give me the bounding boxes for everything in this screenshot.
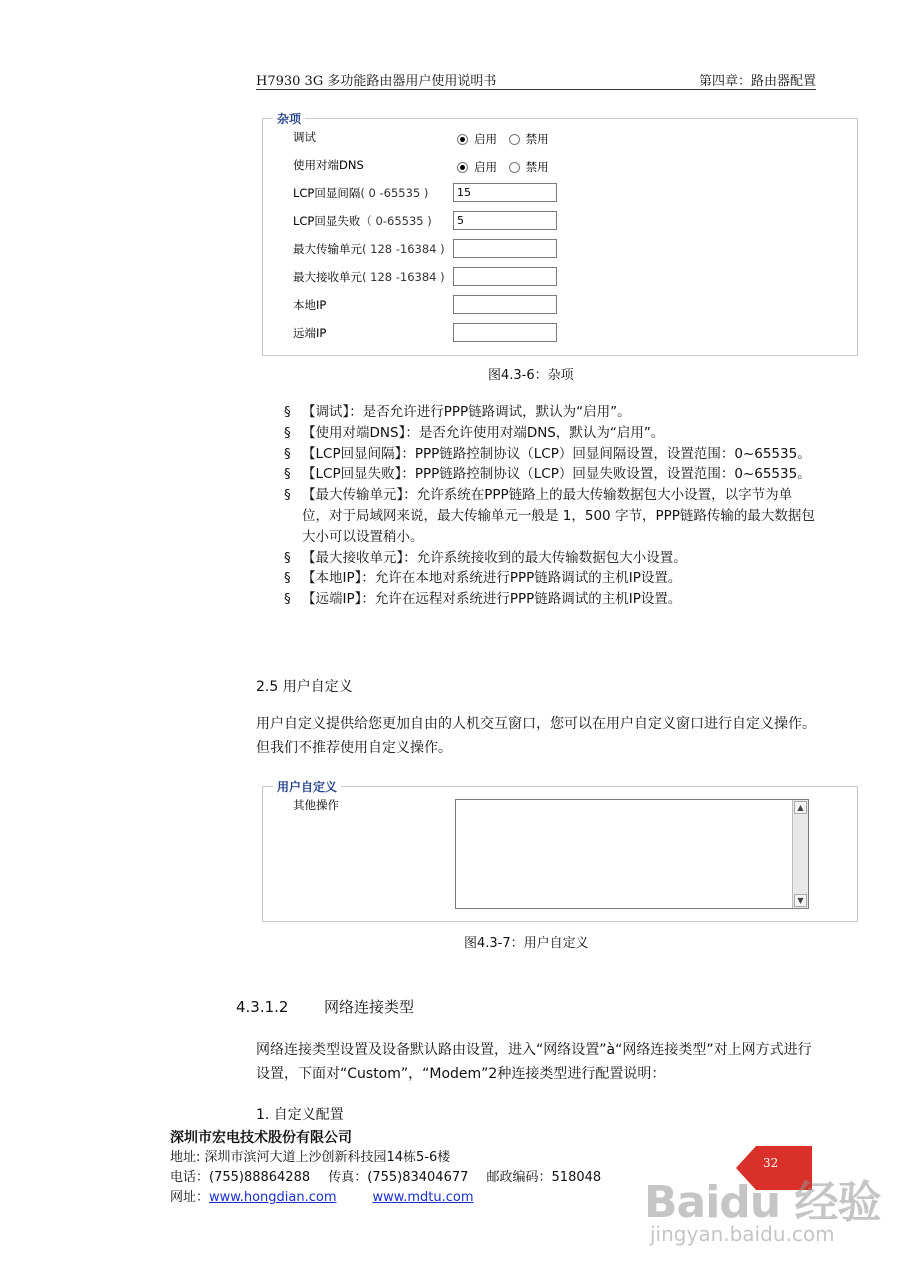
- page-footer: [170, 1128, 650, 1208]
- misc-panel-legend: 杂项: [273, 110, 305, 127]
- paragraph-connection-type: 网络连接类型设置及设备默认路由设置，进入“网络设置”à“网络连接类型”对上网方式进行设置，下面对“Custom”，“Modem”2种连接类型进行配置说明：: [256, 1042, 812, 1082]
- footer-web-label: 网址：: [170, 1190, 210, 1205]
- bullet-item: § 【调试】：是否允许进行PPP链路调试，默认为“启用”。: [286, 402, 816, 423]
- header-doc-title: H7930 3G 多功能路由器用户使用说明书: [256, 74, 497, 89]
- footer-fax: 传真：(755)83404677: [328, 1170, 469, 1185]
- custom-panel-legend: 用户自定义: [273, 778, 341, 795]
- peer-dns-enable-label: 启用: [474, 160, 497, 174]
- section-number: 4.3.1.2: [236, 998, 289, 1016]
- section-heading-2-5: 2.5 用户自定义: [256, 679, 353, 695]
- bullet-item: § 【最大接收单元】：允许系统接收到的最大传输数据包大小设置。: [286, 548, 816, 569]
- lcp-interval-range: ( 0 -65535 ): [360, 186, 429, 200]
- mtu-input[interactable]: [453, 239, 557, 258]
- bullet-item: § 【LCP回显间隔】：PPP链路控制协议（LCP）回显间隔设置，设置范围：0~65535。: [286, 444, 816, 465]
- textarea-scrollbar[interactable]: [792, 800, 808, 908]
- footer-postcode: 邮政编码：518048: [486, 1170, 602, 1185]
- remote-ip-input[interactable]: [453, 323, 557, 342]
- section-heading-4-3-1-2: [236, 996, 414, 1017]
- baidu-watermark: [644, 1166, 884, 1270]
- peer-dns-radio-group: [457, 159, 577, 179]
- footer-contact: [170, 1168, 650, 1188]
- item-custom-config: 1. 自定义配置: [256, 1107, 344, 1123]
- other-ops-textarea[interactable]: [455, 799, 809, 909]
- peer-dns-label: 使用对端DNS: [293, 158, 364, 172]
- watermark-url: jingyan.baidu.com: [650, 1222, 835, 1246]
- mru-range: ( 128 -16384 ): [362, 270, 445, 284]
- section-title: 网络连接类型: [324, 998, 415, 1016]
- debug-disable-radio[interactable]: [509, 134, 520, 145]
- bullet-mark: §: [284, 570, 291, 587]
- scroll-down-icon[interactable]: ▼: [794, 894, 807, 907]
- paragraph-user-custom: 用户自定义提供给您更加自由的人机交互窗口，您可以在用户自定义窗口进行自定义操作。但我们不推荐使用自定义操作。: [256, 716, 816, 756]
- bullet-item: § 【本地IP】：允许在本地对系统进行PPP链路调试的主机IP设置。: [286, 568, 816, 589]
- bullet-item: § 【使用对端DNS】：是否允许使用对端DNS，默认为“启用”。: [286, 423, 816, 444]
- peer-dns-disable-radio[interactable]: [509, 162, 520, 173]
- figure-caption-misc: 图4.3-6：杂项: [488, 368, 574, 383]
- footer-company: 深圳市宏电技术股份有限公司: [170, 1130, 352, 1146]
- bullet-mark: §: [284, 404, 291, 420]
- local-ip-label: 本地IP: [293, 298, 327, 312]
- peer-dns-disable-label: 禁用: [525, 160, 549, 174]
- misc-bullet-list: [286, 402, 816, 610]
- bullet-item: § 【远端IP】：允许在远程对系统进行PPP链路调试的主机IP设置。: [286, 589, 816, 610]
- lcp-failure-label: LCP回显失败（ 0-65535 ): [293, 214, 432, 228]
- debug-disable-label: 禁用: [525, 132, 549, 146]
- link-mdtu[interactable]: www.mdtu.com: [372, 1190, 474, 1205]
- figure-caption-custom: 图4.3-7：用户自定义: [464, 936, 589, 951]
- debug-enable-label: 启用: [474, 132, 497, 146]
- bullet-mark: §: [284, 591, 291, 608]
- mtu-range: ( 128 -16384 ): [362, 242, 445, 256]
- bullet-mark: §: [284, 487, 291, 504]
- page-header: [256, 66, 816, 90]
- lcp-failure-range: （ 0-65535 ): [360, 214, 432, 228]
- footer-address: 地址: 深圳市滨河大道上沙创新科技园14栋5-6楼: [170, 1150, 451, 1165]
- mru-label: 最大接收单元( 128 -16384 ): [293, 270, 445, 284]
- footer-web: [170, 1188, 650, 1208]
- bullet-mark: §: [284, 445, 291, 462]
- watermark-logo: Baidu 经验: [644, 1177, 881, 1228]
- lcp-failure-input[interactable]: [453, 211, 557, 230]
- bullet-mark: §: [284, 549, 291, 566]
- mru-input[interactable]: [453, 267, 557, 286]
- debug-radio-group: [457, 131, 577, 151]
- local-ip-input[interactable]: [453, 295, 557, 314]
- scroll-up-icon[interactable]: ▲: [794, 801, 807, 814]
- bullet-mark: §: [284, 466, 291, 483]
- remote-ip-label: 远端IP: [293, 326, 327, 340]
- footer-phone: 电话：(755)88864288: [170, 1170, 311, 1185]
- header-chapter: 第四章：路由器配置: [698, 74, 816, 89]
- other-ops-label: 其他操作: [293, 798, 339, 812]
- bullet-item: § 【最大传输单元】：允许系统在PPP链路上的最大传输数据包大小设置，以字节为单位，对于局域网来说，最大传输单元一般是 1，500 字节，PPP链路传输的最大数据包大小可以设置稍小。: [284, 487, 815, 545]
- user-custom-panel: [262, 780, 858, 922]
- page-number: 32: [763, 1156, 779, 1170]
- debug-label: 调试: [293, 130, 316, 144]
- debug-enable-radio[interactable]: [457, 134, 468, 145]
- peer-dns-enable-radio[interactable]: [457, 162, 468, 173]
- lcp-interval-input[interactable]: [453, 183, 557, 202]
- link-hongdian[interactable]: www.hongdian.com: [209, 1190, 337, 1205]
- lcp-interval-label: LCP回显间隔( 0 -65535 ): [293, 186, 429, 200]
- mtu-label: 最大传输单元( 128 -16384 ): [293, 242, 445, 256]
- misc-settings-panel: [262, 112, 858, 356]
- bullet-mark: §: [284, 424, 291, 441]
- bullet-item: § 【LCP回显失败】：PPP链路控制协议（LCP）回显失败设置，设置范围：0~65535。: [286, 464, 816, 485]
